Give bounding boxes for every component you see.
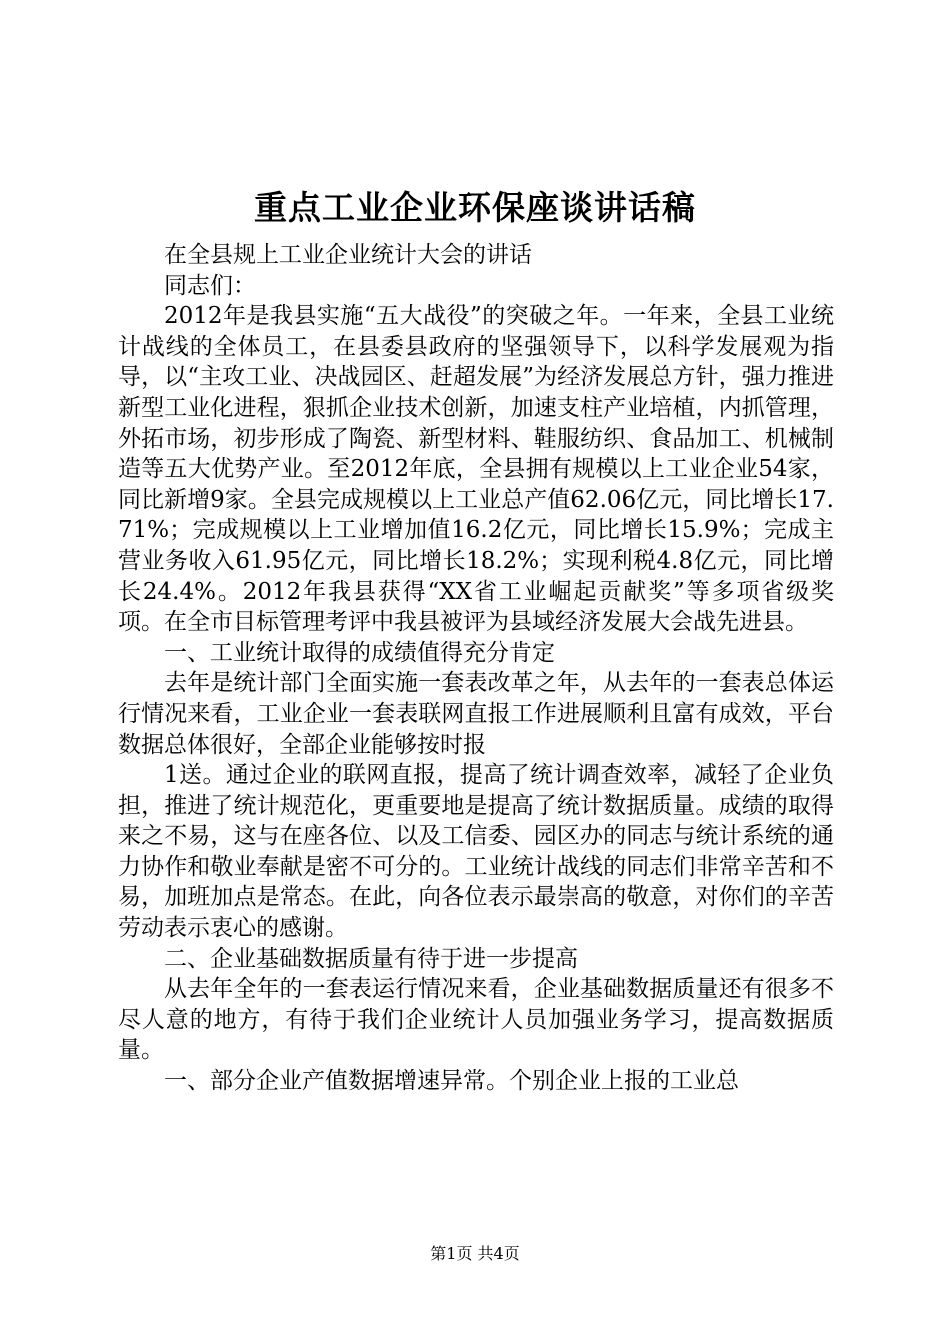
salutation: 同志们：	[164, 272, 256, 299]
paragraph-overview: 2012年是我县实施“五大战役”的突破之年。一年来，全县工业统计战线的全体员工，在县委县政府的坚强领导下，以科学发展观为指导，以“主攻工业、决战园区、赶超发展”为经济发展总方针，强力推进新型工业化进程，狠抓企业技术创新，加速支柱产业培植，内抓管理，外拓市场，初步形成了陶瓷、新型材料、鞋服纺织、食品加工、机械制造等五大优势产业。至2012年底，全县拥有规模以上工业企业54家，同比新增9家。全县完成规模以上工业总产值62.06亿元，同比增长17.71%；完成规模以上工业增加值16.2亿元，同比增长15.9%；完成主营业务收入61.95亿元，同比增长18.2%；实现利税4.8亿元，同比增长24.4%。2012年我县获得“XX省工业崛起贡献奖”等多项省级奖项。在全市目标管理考评中我县被评为县域经济发展大会战先进县。	[118, 303, 834, 636]
document-title: 重点工业企业环保座谈讲话稿	[254, 188, 696, 227]
paragraph-data-quality: 从去年全年的一套表运行情况来看，企业基础数据质量还有很多不尽人意的地方，有待于我们企业统计人员加强业务学习，提高数据质量。	[118, 976, 834, 1064]
paragraph-reform: 去年是统计部门全面实施一套表改革之年，从去年的一套表总体运行情况来看，工业企业一套表联网直报工作进展顺利且富有成效，平台数据总体很好，全部企业能够按时报	[118, 670, 834, 758]
section-heading-1: 一、工业统计取得的成绩值得充分肯定	[164, 639, 555, 666]
speech-subtitle: 在全县规上工业企业统计大会的讲话	[164, 242, 532, 268]
paragraph-issue-1: 一、部分企业产值数据增速异常。个别企业上报的工业总	[164, 1068, 739, 1095]
page-number-footer: 第1页 共4页	[430, 1244, 520, 1263]
section-heading-2: 二、企业基础数据质量有待于进一步提高	[164, 945, 578, 972]
document-body	[118, 240, 834, 1097]
paragraph-achievements: 1送。通过企业的联网直报，提高了统计调查效率，减轻了企业负担，推进了统计规范化，更重要地是提高了统计数据质量。成绩的取得来之不易，这与在座各位、以及工信委、园区办的同志与统计系统的通力协作和敬业奉献是密不可分的。工业统计战线的同志们非常辛苦和不易，加班加点是常态。在此，向各位表示最崇高的敬意，对你们的辛苦劳动表示衷心的感谢。	[118, 762, 834, 942]
